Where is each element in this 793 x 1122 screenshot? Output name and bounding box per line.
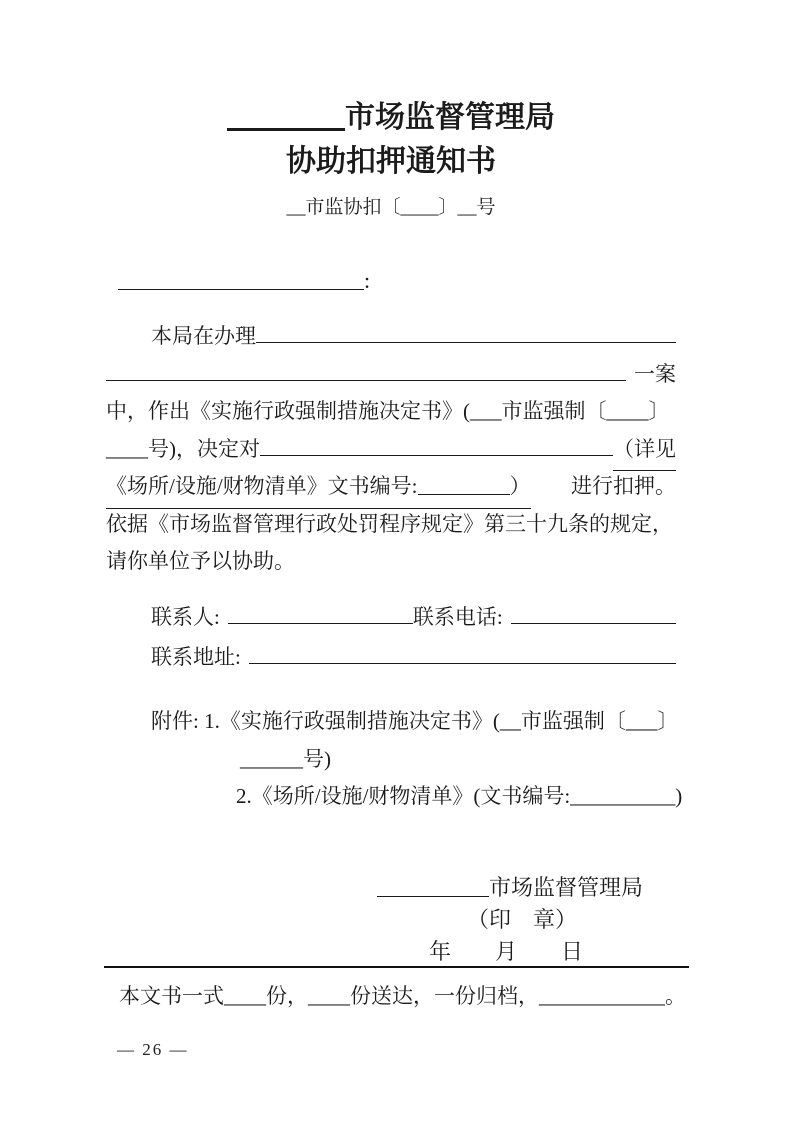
signature-agency-line [106,872,676,904]
list-reference-text: 《场所/设施/财物清单》文书编号: [106,474,418,498]
signature-agency-text: 市场监督管理局 [488,875,643,900]
contact-line-1 [106,597,676,637]
contact-person-blank [228,621,413,624]
document-title: 协助扣押通知书 [286,145,496,178]
contact-section [106,597,676,677]
body-line-5 [106,468,676,506]
attachment-line-1: 附件: 1.《实施行政强制措施决定书》(__市监强制〔___〕 [151,709,679,733]
date-line: 年 月 日 [428,939,583,964]
contact-phone-label: 联系电话: [412,605,503,629]
body-line-1 [106,318,676,356]
body-paragraph [106,318,676,581]
addressee-blank [118,287,364,290]
attachment-line-2: ______号) [240,746,331,771]
contact-person-label: 联系人: [151,605,220,629]
list-doc-number-blank [418,492,510,495]
document-number: __市监协扣〔____〕__号 [286,197,496,218]
addressee-colon: : [364,268,371,293]
agency-title-text: 市场监督管理局 [345,101,555,134]
agency-name-blank [227,126,345,131]
page-number: — 26 — [117,1040,189,1059]
seal-placeholder: （印 章） [466,907,577,932]
contact-line-2 [106,637,676,677]
footer-divider [104,966,689,968]
body-line-1-text: 本局在办理 [151,324,256,348]
contact-address-label: 联系地址: [151,645,241,669]
body-line-6: 依据《市场监督管理行政处罚程序规定》第三十九条的规定， [106,511,673,536]
agency-title-line [106,96,676,140]
case-name-blank [256,340,676,343]
body-line-5-text: 进行扣押。 [571,474,676,498]
list-reference-close: ） [509,474,531,498]
addressee-line [106,264,676,298]
body-line-7: 请你单位予以协助。 [106,549,295,573]
distribution-note: 本文书一式____份，____份送达，一份归档，____________。 [119,984,686,1008]
body-line-4-ref: （详见 [613,431,676,472]
body-line-4-text: ____号)，决定对 [106,436,260,461]
body-line-4 [106,431,676,469]
body-line-2 [106,356,676,394]
list-reference-group [106,468,531,509]
contact-phone-blank [511,621,676,624]
case-name-blank-2 [106,378,626,381]
attachments-section [106,703,683,816]
seized-items-blank [260,453,613,456]
document-header [106,96,676,222]
signature-block [106,872,676,968]
contact-address-blank [249,661,676,664]
signature-agency-blank [377,894,489,897]
attachment-line-3: 2.《场所/设施/财物清单》(文书编号:__________) [236,784,683,808]
body-line-2-text: 一案 [634,361,676,386]
body-line-3: 中，作出《实施行政强制措施决定书》(___市监强制〔____〕 [106,399,670,423]
